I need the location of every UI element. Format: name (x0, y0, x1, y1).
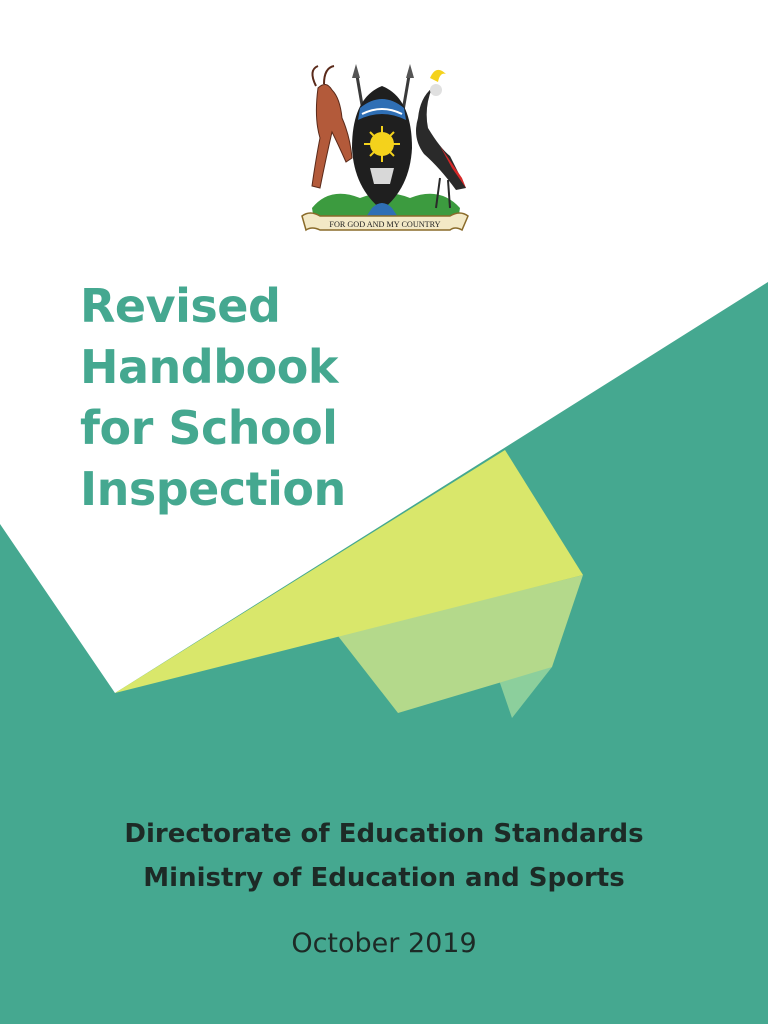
crested-crane-icon (416, 70, 466, 208)
kob-antelope-icon (312, 66, 352, 188)
document-title (80, 276, 346, 520)
ministry-name: Ministry of Education and Sports (143, 863, 625, 893)
organization-block (0, 812, 768, 900)
title-line-4: Inspection (80, 462, 346, 516)
publication-date: October 2019 (291, 928, 477, 959)
title-line-1: Revised (80, 279, 281, 333)
directorate-name: Directorate of Education Standards (124, 819, 644, 849)
title-line-2: Handbook (80, 340, 338, 394)
title-line-3: for School (80, 401, 338, 455)
motto-text: FOR GOD AND MY COUNTRY (329, 220, 441, 229)
coat-of-arms-icon (290, 58, 480, 240)
